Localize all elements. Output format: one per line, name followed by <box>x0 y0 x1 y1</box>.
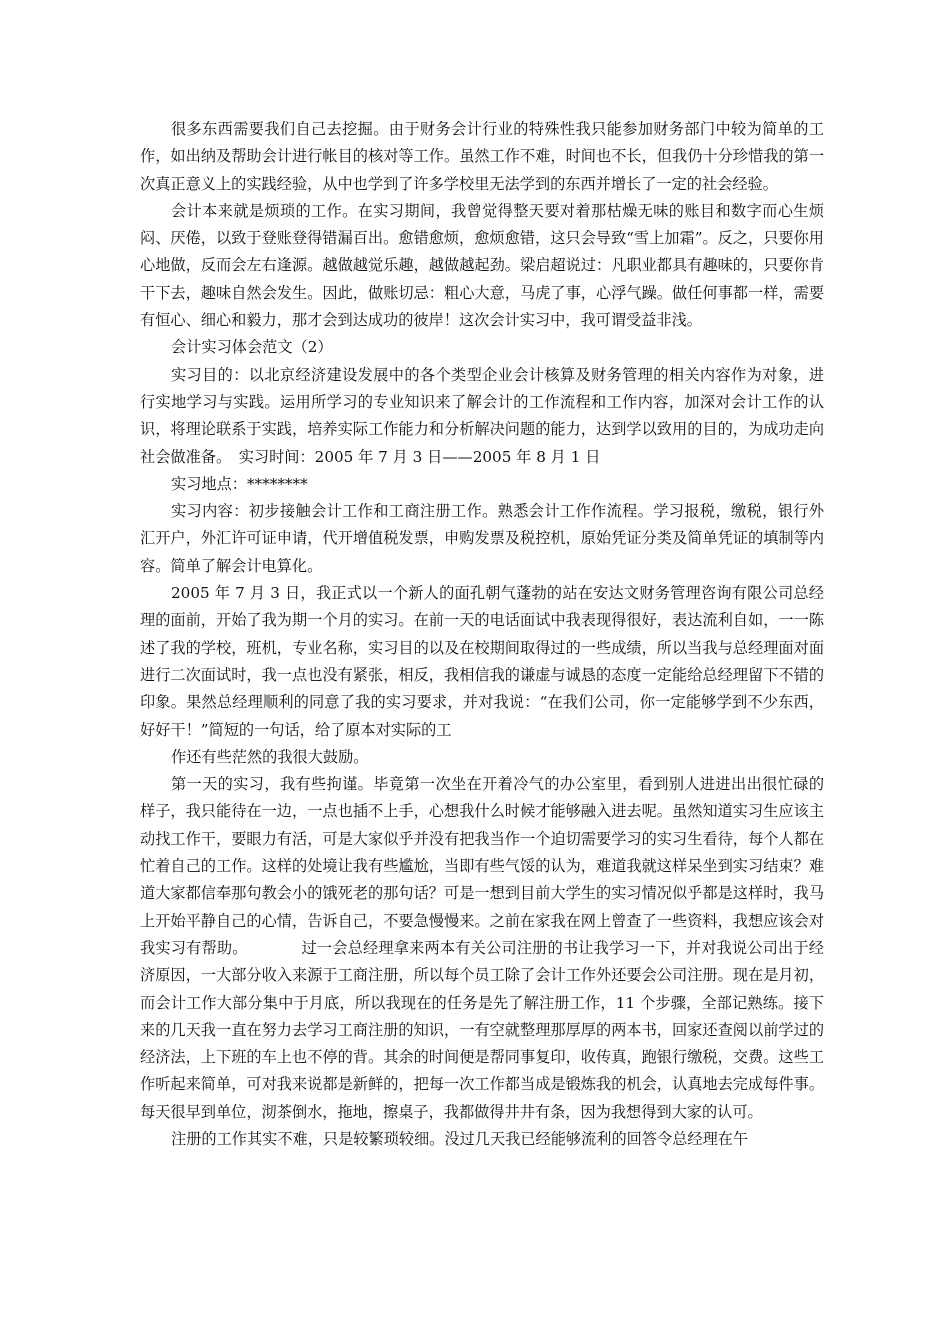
paragraph-registration: 注册的工作其实不难，只是较繁琐较细。没过几天我已经能够流利的回答令总经理在午 <box>171 1129 749 1148</box>
section-heading: 会计实习体会范文（2） <box>171 338 333 357</box>
paragraph-location: 实习地点：******** <box>171 474 308 493</box>
paragraph-first-day-interview: 2005 年 7 月 3 日，我正式以一个新人的面孔朝气蓬勃的站在安达文财务管理咨询有限公司总经理的面前，开始了我为期一个月的实习。在前一天的电话面试中我表现得很好，表达流利自如，一一陈述了我的学校，班机，专业名称，实习目的以及在校期间取得过的一些成绩，所以当我与总经理面对面进行二次面试时，我一点也没有紧张，相反，我相信我的谦虚与诚恳的态度一定能给总经理留下不错的印象。果然总经理顺利的同意了我的实习要求，并对我说：“在我们公司，你一定能够学到不少东西，好好干！”简短的一句话，给了原本对实际的工 <box>140 584 824 739</box>
paragraph-purpose: 实习目的：以北京经济建设发展中的各个类型企业会计核算及财务管理的相关内容作为对象，进行实地学习与实践。运用所学习的专业知识来了解会计的工作流程和工作内容，加深对会计工作的认识，将理论联系于实践，培养实际工作能力和分析解决问题的能力，达到学以致用的目的，为成功走向社会做准备。 实习时间：2005 年 7 月 3 日——2005 年 8 月 1 日 <box>140 365 824 466</box>
paragraph-content: 实习内容：初步接触会计工作和工商注册工作。熟悉会计工作作流程。学习报税，缴税，银行外汇开户，外汇许可证申请，代开增值税发票，申购发票及税控机，原始凭证分类及简单凭证的填制等内容。简单了解会计电算化。 <box>140 502 824 575</box>
paragraph-1: 很多东西需要我们自己去挖掘。由于财务会计行业的特殊性我只能参加财务部门中较为简单的工作，如出纳及帮助会计进行帐目的核对等工作。虽然工作不难，时间也不长，但我仍十分珍惜我的第一次真正意义上的实践经验，从中也学到了许多学校里无法学到的东西并增长了一定的社会经验。 <box>140 120 824 193</box>
paragraph-2: 会计本来就是烦琐的工作。在实习期间，我曾觉得整天要对着那枯燥无味的账目和数字而心生烦闷、厌倦，以致于登账登得错漏百出。愈错愈烦，愈烦愈错，这只会导致“雪上加霜”。反之，只要你用心地做，反而会左右逢源。越做越觉乐趣，越做越起劲。梁启超说过：凡职业都具有趣味的，只要你肯干下去，趣味自然会发生。因此，做账切忌：粗心大意，马虎了事，心浮气躁。做任何事都一样，需要有恒心、细心和毅力，那才会到达成功的彼岸！这次会计实习中，我可谓受益非浅。 <box>140 201 824 330</box>
paragraph-continuation: 作还有些茫然的我很大鼓励。 <box>171 747 369 766</box>
document-body <box>140 116 824 1153</box>
paragraph-first-day: 第一天的实习，我有些拘谨。毕竟第一次坐在开着冷气的办公室里，看到别人进进出出很忙碌的样子，我只能待在一边，一点也插不上手，心想我什么时候才能够融入进去呢。虽然知道实习生应该主动找工作干，要眼力有活，可是大家似乎并没有把我当作一个迫切需要学习的实习生看待，每个人都在忙着自己的工作。这样的处境让我有些尴尬，当即有些气馁的认为，难道我就这样呆坐到实习结束？难道大家都信奉那句教会小的饿死老的那句话？可是一想到目前大学生的实习情况似乎都是这样时，我马上开始平静自己的心情，告诉自己，不要急慢慢来。之前在家我在网上曾查了一些资料，我想应该会对我实习有帮助。 过一会总经理拿来两本有关公司注册的书让我学习一下，并对我说公司出于经济原因，一大部分收入来源于工商注册，所以每个员工除了会计工作外还要会公司注册。现在是月初，而会计工作大部分集中于月底，所以我现在的任务是先了解注册工作，11 个步骤，全部记熟练。接下来的几天我一直在努力去学习工商注册的知识，一有空就整理那厚厚的两本书，回家还查阅以前学过的经济法，上下班的车上也不停的背。其余的时间便是帮同事复印，收传真，跑银行缴税，交费。这些工作听起来简单，可对我来说都是新鲜的，把每一次工作都当成是锻炼我的机会，认真地去完成每件事。每天很早到单位，沏茶倒水，拖地，擦桌子，我都做得井井有条，因为我想得到大家的认可。 <box>140 775 824 1121</box>
